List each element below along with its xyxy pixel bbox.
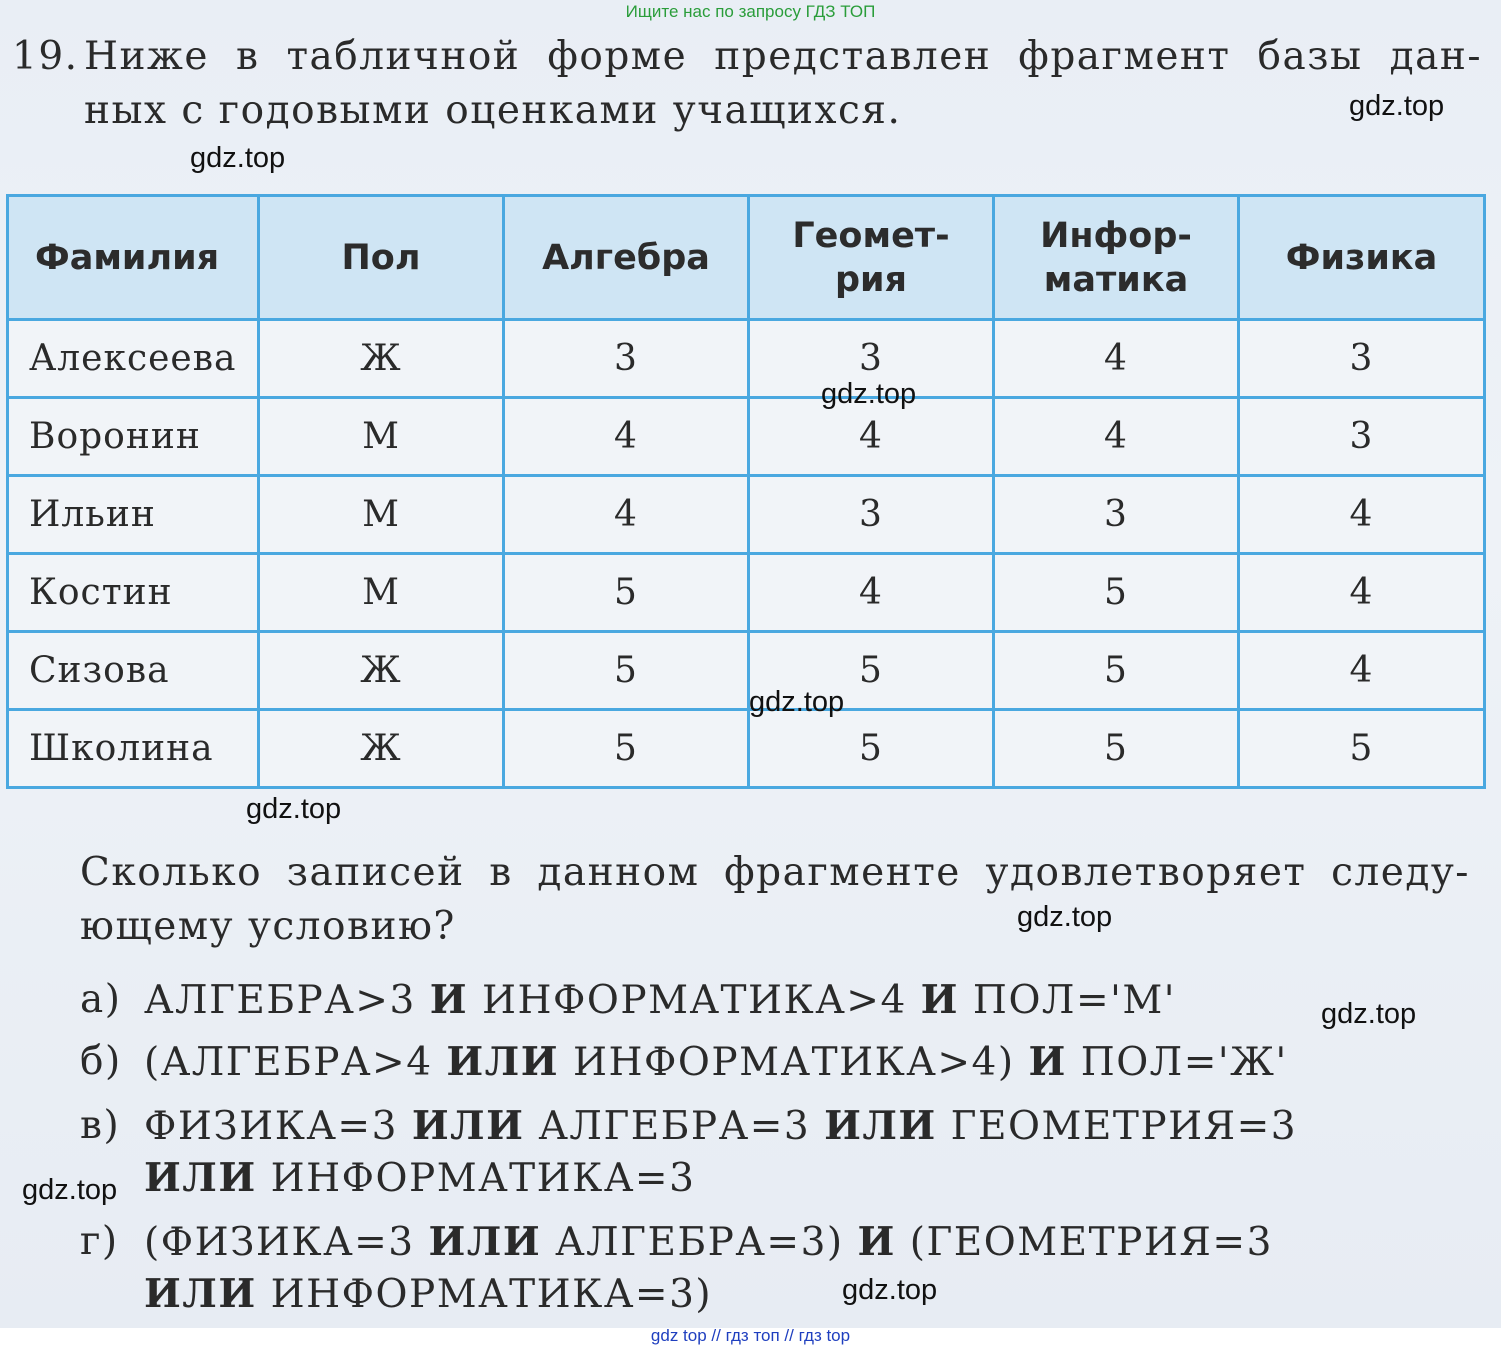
watermark: gdz.top [246, 793, 342, 825]
cell-physics: 4 [1239, 476, 1485, 554]
cell-geometry: 4 [749, 554, 994, 632]
logic-operator: И [429, 977, 469, 1023]
header-geometry [749, 196, 994, 320]
cell-physics: 5 [1239, 710, 1485, 788]
cell-informatics: 4 [994, 320, 1239, 398]
cell-geometry: 5 [749, 632, 994, 710]
option-condition-continued [144, 1152, 695, 1205]
logic-operator: И [920, 977, 960, 1023]
cell-informatics: 5 [994, 710, 1239, 788]
cell-informatics: 3 [994, 476, 1239, 554]
task-line-2: ных с годовыми оценками учащихся. [84, 88, 902, 133]
header-sex: Пол [259, 196, 504, 320]
option-condition-continued [144, 1268, 712, 1321]
logic-operator: ИЛИ [824, 1103, 937, 1149]
task-number: 19. [12, 34, 79, 79]
cell-name: Костин [8, 554, 259, 632]
task-text [84, 30, 1482, 138]
option-letter: а) [80, 977, 122, 1022]
table-row [8, 476, 1485, 554]
cell-name: Сизова [8, 632, 259, 710]
logic-operator: ИЛИ [411, 1103, 525, 1149]
condition-part: ПОЛ='М' [959, 978, 1177, 1023]
table-header-row [8, 196, 1485, 320]
logic-operator: ИЛИ [446, 1039, 560, 1085]
cell-algebra: 4 [504, 398, 749, 476]
header-physics: Физика [1239, 196, 1485, 320]
cell-name: Ильин [8, 476, 259, 554]
cell-name: Алексеева [8, 320, 259, 398]
cell-algebra: 4 [504, 476, 749, 554]
header-informatics-line-2: матика [1043, 259, 1189, 300]
logic-operator: ИЛИ [144, 1271, 257, 1317]
cell-informatics: 5 [994, 632, 1239, 710]
condition-part: АЛГЕБРА=3 [524, 1104, 825, 1149]
cell-algebra: 3 [504, 320, 749, 398]
question-text [80, 846, 1470, 954]
header-informatics [994, 196, 1239, 320]
header-surname: Фамилия [8, 196, 259, 320]
cell-algebra: 5 [504, 632, 749, 710]
cell-geometry: 5 [749, 710, 994, 788]
condition-part: (ГЕОМЕТРИЯ=3 [895, 1220, 1273, 1265]
cell-sex: М [259, 554, 504, 632]
cell-sex: Ж [259, 632, 504, 710]
condition-part: ИНФОРМАТИКА>4 [468, 978, 921, 1023]
cell-algebra: 5 [504, 554, 749, 632]
logic-operator: И [857, 1219, 896, 1265]
cell-sex: М [259, 398, 504, 476]
logic-operator: ИЛИ [144, 1155, 257, 1201]
watermark: gdz.top [190, 142, 286, 174]
cell-name: Воронин [8, 398, 259, 476]
header-algebra: Алгебра [504, 196, 749, 320]
table-row [8, 554, 1485, 632]
watermark: gdz.top [1349, 90, 1445, 122]
cell-physics: 4 [1239, 554, 1485, 632]
option-letter: г) [80, 1219, 119, 1264]
table-row [8, 710, 1485, 788]
cell-name: Школина [8, 710, 259, 788]
cell-informatics: 5 [994, 554, 1239, 632]
grades-table [6, 194, 1486, 789]
table-row [8, 398, 1485, 476]
watermark: gdz.top [749, 686, 845, 718]
watermark: gdz.top [821, 378, 917, 410]
watermark: gdz.top [1017, 901, 1113, 933]
cell-geometry: 3 [749, 320, 994, 398]
option-condition [144, 974, 1176, 1027]
top-search-note: Ищите нас по запросу ГДЗ ТОП [625, 2, 876, 21]
cell-informatics: 4 [994, 398, 1239, 476]
condition-part: ИНФОРМАТИКА=3 [256, 1156, 696, 1201]
option-letter: б) [80, 1039, 122, 1084]
table-row [8, 632, 1485, 710]
watermark: gdz.top [1321, 998, 1417, 1030]
option-condition [144, 1036, 1288, 1089]
option-condition [144, 1100, 1297, 1153]
cell-physics: 3 [1239, 320, 1485, 398]
cell-algebra: 5 [504, 710, 749, 788]
task-line-1: Ниже в табличной форме представлен фрагмент базы дан- [84, 34, 1482, 79]
option-condition [144, 1216, 1273, 1269]
condition-part: ИНФОРМАТИКА=3) [256, 1272, 713, 1317]
condition-part: (АЛГЕБРА>4 [144, 1040, 447, 1085]
cell-physics: 3 [1239, 398, 1485, 476]
question-line-1: Сколько записей в данном фрагменте удовлетворяет следу- [80, 850, 1470, 895]
condition-part: ФИЗИКА=3 [144, 1104, 412, 1149]
condition-part: (ФИЗИКА=3 [144, 1220, 429, 1265]
table-row [8, 320, 1485, 398]
logic-operator: И [1028, 1039, 1067, 1085]
watermark: gdz.top [842, 1274, 938, 1306]
header-geometry-line-1: Геомет- [792, 215, 950, 256]
watermark: gdz.top [22, 1174, 118, 1206]
logic-operator: ИЛИ [428, 1219, 542, 1265]
question-line-2: ющему условию? [80, 904, 456, 949]
header-informatics-line-1: Инфор- [1040, 215, 1192, 256]
footer-watermark: gdz top // гдз топ // гдз top [650, 1326, 851, 1345]
condition-part: АЛГЕБРА=3) [541, 1220, 858, 1265]
cell-sex: М [259, 476, 504, 554]
header-geometry-line-2: рия [834, 259, 908, 300]
condition-part: ГЕОМЕТРИЯ=3 [936, 1104, 1298, 1149]
condition-part: ПОЛ='Ж' [1066, 1040, 1288, 1085]
condition-part: АЛГЕБРА>3 [144, 978, 430, 1023]
cell-physics: 4 [1239, 632, 1485, 710]
cell-geometry: 4 [749, 398, 994, 476]
cell-geometry: 3 [749, 476, 994, 554]
condition-part: ИНФОРМАТИКА>4) [559, 1040, 1029, 1085]
option-letter: в) [80, 1103, 121, 1148]
cell-sex: Ж [259, 320, 504, 398]
cell-sex: Ж [259, 710, 504, 788]
